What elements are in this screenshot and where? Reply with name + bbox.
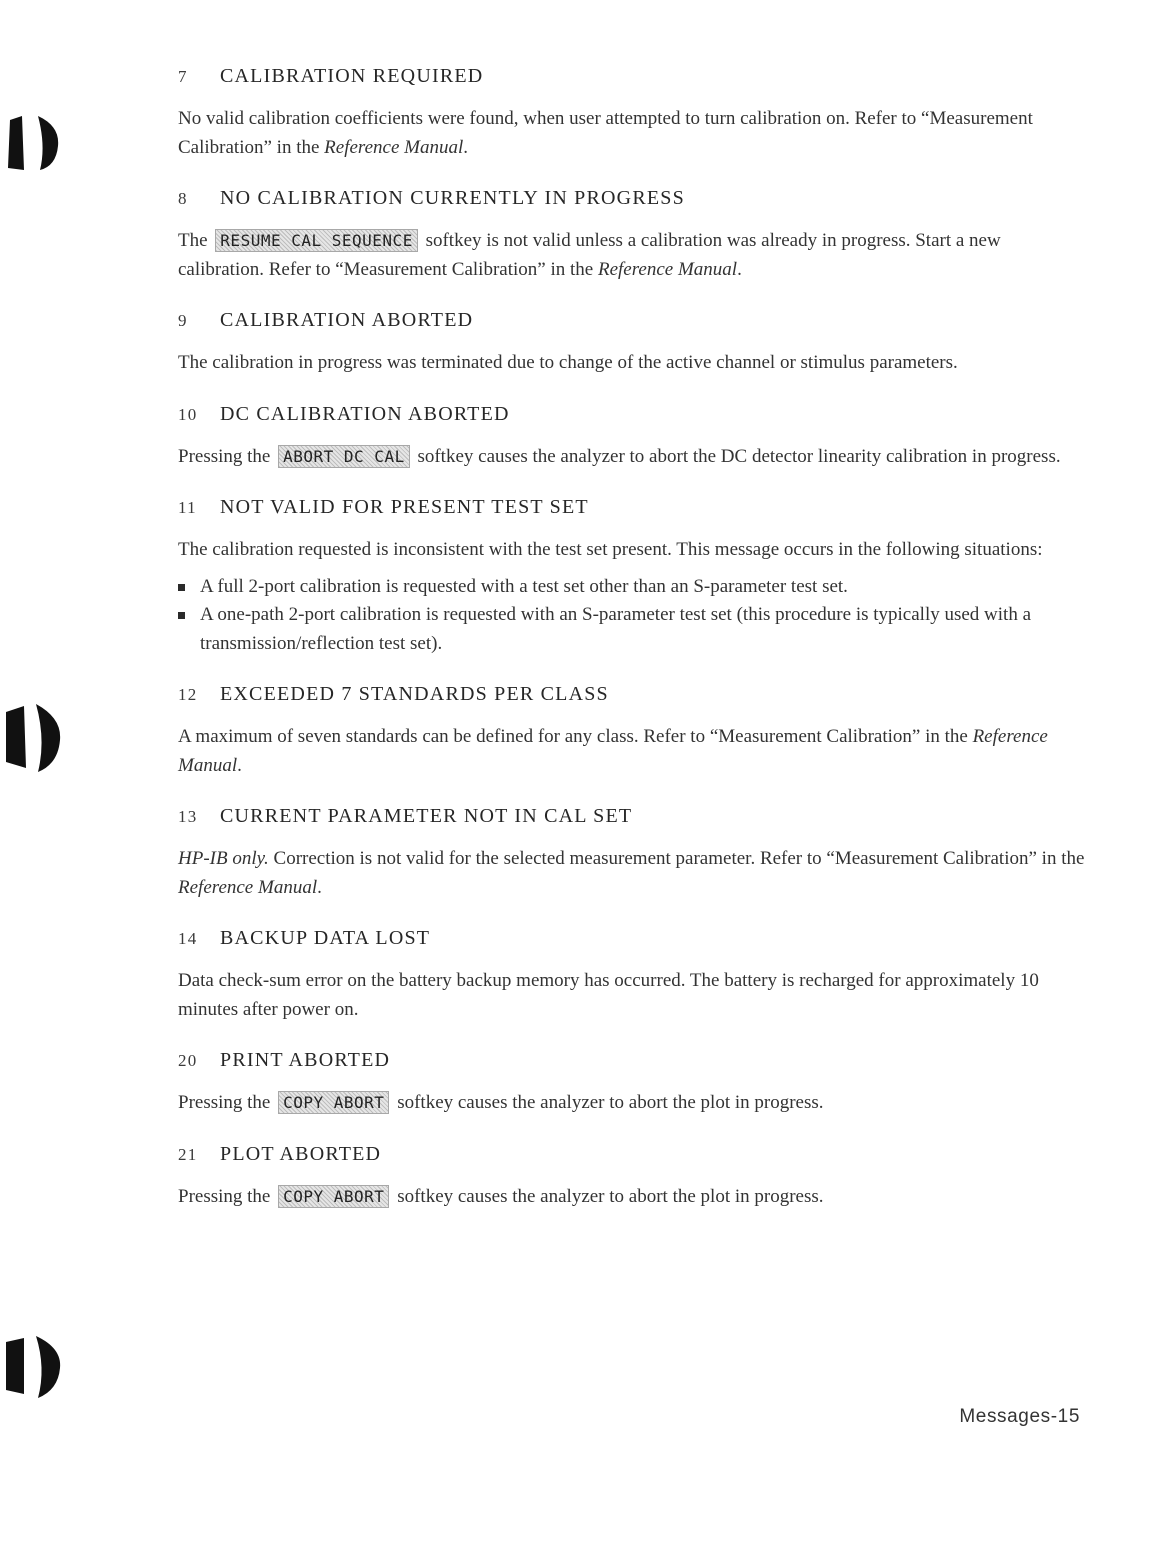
message-heading: [178, 924, 1088, 953]
message-heading: [178, 400, 1088, 429]
binder-holes: [0, 0, 70, 1544]
message-heading: [178, 184, 1088, 213]
message-title: CURRENT PARAMETER NOT IN CAL SET: [220, 805, 633, 827]
body-text: softkey causes the analyzer to abort the plot in progress.: [392, 1185, 824, 1207]
situation-list: [178, 573, 1088, 659]
message-title: PRINT ABORTED: [220, 1049, 391, 1071]
message-entry: [178, 802, 1088, 902]
softkey-label: ABORT DC CAL: [278, 445, 410, 468]
body-text: .: [237, 754, 242, 776]
message-description: [178, 1183, 1088, 1212]
body-text: softkey causes the analyzer to abort the DC detector linearity calibration in progress.: [412, 445, 1061, 467]
message-entry: [178, 680, 1088, 780]
body-text: .: [737, 258, 742, 280]
message-title: NO CALIBRATION CURRENTLY IN PROGRESS: [220, 187, 685, 209]
message-description: [178, 967, 1088, 1024]
message-title: DC CALIBRATION ABORTED: [220, 402, 510, 425]
punch-hole-icon: [2, 1332, 64, 1402]
body-text: The calibration in progress was terminated due to change of the active channel or stimulus parameters.: [178, 352, 958, 373]
softkey-label: COPY ABORT: [278, 1091, 389, 1114]
message-number: 13: [178, 807, 198, 826]
message-heading: [178, 62, 1088, 91]
message-number: 10: [178, 404, 198, 424]
punch-hole-icon: [2, 700, 64, 776]
body-text: Pressing the: [178, 445, 276, 467]
italic-reference: Reference Manual: [178, 726, 1048, 776]
message-heading: [178, 680, 1088, 709]
message-description: [178, 536, 1088, 565]
message-entry: [178, 306, 1088, 378]
message-number: 20: [178, 1051, 198, 1070]
body-text: Pressing the: [178, 1185, 276, 1207]
message-title: NOT VALID FOR PRESENT TEST SET: [220, 496, 589, 518]
list-item: A one-path 2-port calibration is requested with an S-parameter test set (this procedure is typically used with a transmission/reflection test set).: [178, 601, 1088, 658]
message-description: [178, 227, 1088, 284]
body-text: No valid calibration coefficients were found, when user attempted to turn calibration on. Refer to “Measurement Calibration” in the: [178, 108, 1033, 158]
message-title: CALIBRATION REQUIRED: [220, 65, 484, 87]
message-heading: [178, 1046, 1088, 1075]
message-number: 14: [178, 929, 198, 948]
message-description: [178, 349, 1088, 378]
list-item: A full 2-port calibration is requested with a test set other than an S-parameter test set.: [178, 573, 1088, 602]
body-text: A maximum of seven standards can be defined for any class. Refer to “Measurement Calibration” in the: [178, 726, 973, 747]
message-heading: [178, 1140, 1088, 1169]
message-description: [178, 1089, 1088, 1118]
softkey-label: COPY ABORT: [278, 1185, 389, 1208]
message-heading: [178, 306, 1088, 335]
message-description: [178, 723, 1088, 780]
italic-reference: HP-IB only.: [178, 848, 269, 869]
body-text: Pressing the: [178, 1092, 276, 1113]
message-title: CALIBRATION ABORTED: [220, 309, 474, 331]
message-entry: [178, 62, 1088, 162]
message-number: 11: [178, 498, 197, 517]
body-text: softkey causes the analyzer to abort the plot in progress.: [392, 1092, 824, 1113]
message-number: 8: [178, 189, 188, 208]
message-number: 21: [178, 1144, 198, 1164]
message-list: [178, 62, 1088, 1233]
message-description: [178, 845, 1088, 902]
message-number: 7: [178, 67, 188, 86]
message-title: PLOT ABORTED: [220, 1142, 382, 1165]
message-entry: [178, 493, 1088, 658]
message-description: [178, 443, 1088, 472]
italic-reference: Reference Manual: [178, 876, 318, 898]
body-text: .: [463, 136, 469, 158]
message-title: BACKUP DATA LOST: [220, 927, 431, 949]
message-entry: [178, 924, 1088, 1024]
message-title: EXCEEDED 7 STANDARDS PER CLASS: [220, 683, 609, 705]
message-entry: [178, 1140, 1088, 1212]
message-entry: [178, 184, 1088, 284]
message-entry: [178, 1046, 1088, 1118]
italic-reference: Reference Manual: [597, 258, 738, 280]
body-text: .: [317, 876, 322, 898]
body-text: softkey is not valid unless a calibration was already in progress. Start a new calibration. Refer to “Measurement Calibration” in the: [178, 230, 1001, 280]
message-number: 9: [178, 311, 188, 330]
body-text: The: [178, 230, 213, 251]
message-description: [178, 105, 1088, 162]
message-entry: [178, 400, 1088, 472]
italic-reference: Reference Manual: [324, 136, 464, 158]
body-text: The calibration requested is inconsistent with the test set present. This message occurs in the following situations:: [178, 539, 1043, 560]
message-heading: [178, 493, 1088, 522]
page-footer: Messages-15: [959, 1406, 1080, 1427]
message-heading: [178, 802, 1088, 831]
punch-hole-icon: [2, 112, 64, 176]
body-text: Correction is not valid for the selected measurement parameter. Refer to “Measurement Calibration” in the: [268, 848, 1085, 869]
softkey-label: RESUME CAL SEQUENCE: [215, 229, 418, 252]
body-text: Data check-sum error on the battery backup memory has occurred. The battery is recharged for approximately 10 minutes after power on.: [178, 970, 1039, 1020]
message-number: 12: [178, 685, 198, 704]
